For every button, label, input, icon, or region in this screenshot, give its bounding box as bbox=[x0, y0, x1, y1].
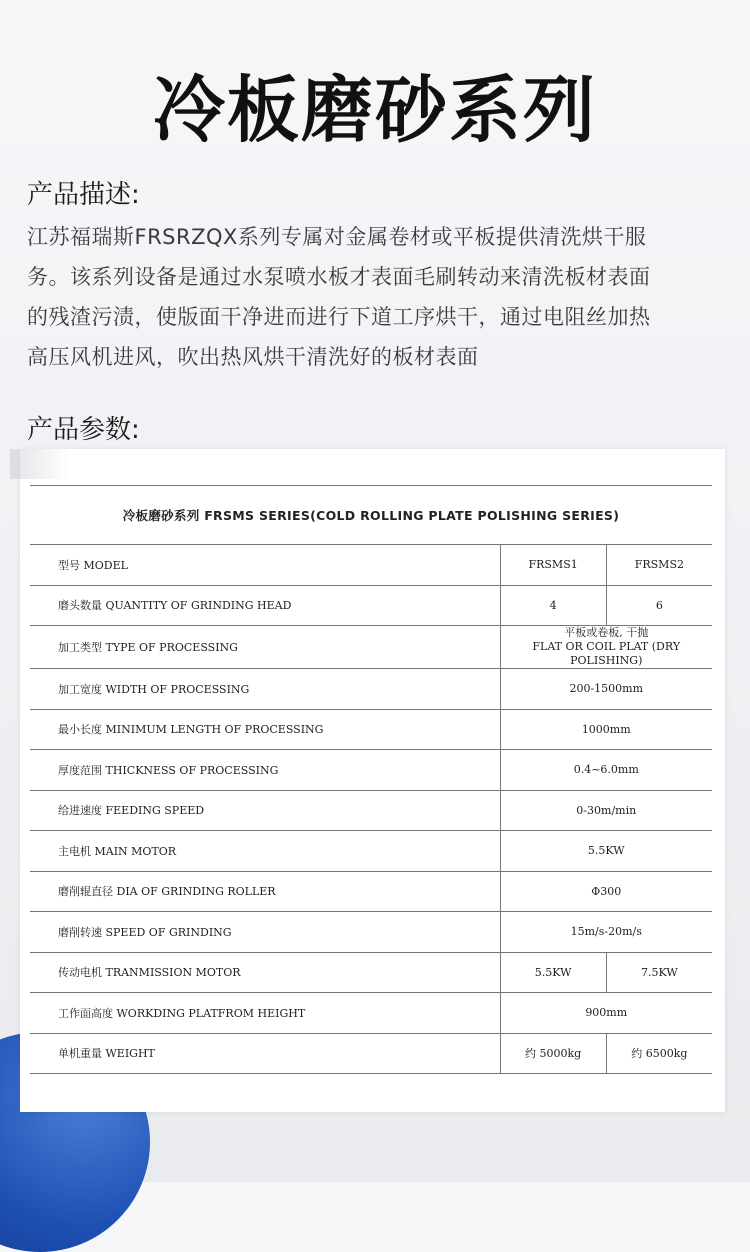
table-title: 冷板磨砂系列 FRSMS SERIES(COLD ROLLING PLATE POLISHING SERIES) bbox=[30, 486, 712, 545]
spec-table bbox=[30, 485, 712, 1074]
row-value: Φ300 bbox=[500, 871, 712, 912]
description-heading: 产品描述: bbox=[27, 180, 140, 210]
row-label: 主电机 MAIN MOTOR bbox=[30, 831, 500, 872]
table-row-heads bbox=[30, 585, 712, 626]
table-row-min-length bbox=[30, 709, 712, 750]
table-row-model bbox=[30, 545, 712, 586]
row-label: 给进速度 FEEDING SPEED bbox=[30, 790, 500, 831]
row-value-frsms1: FRSMS1 bbox=[500, 545, 606, 586]
table-row-width bbox=[30, 669, 712, 710]
table-row-trans-motor bbox=[30, 952, 712, 993]
table-row-main-motor bbox=[30, 831, 712, 872]
row-label: 磨削转速 SPEED OF GRINDING bbox=[30, 912, 500, 953]
row-label: 加工类型 TYPE OF PROCESSING bbox=[30, 626, 500, 669]
table-row-feeding-speed bbox=[30, 790, 712, 831]
row-value-frsms1: 约 5000kg bbox=[500, 1033, 606, 1074]
row-label: 单机重量 WEIGHT bbox=[30, 1033, 500, 1074]
table-row-grinding-speed bbox=[30, 912, 712, 953]
description-line: 江苏福瑞斯FRSRZQX系列专属对金属卷材或平板提供清洗烘干服 bbox=[27, 225, 647, 249]
row-value: 15m/s-20m/s bbox=[500, 912, 712, 953]
row-label: 传动电机 TRANMISSION MOTOR bbox=[30, 952, 500, 993]
row-value: 1000mm bbox=[500, 709, 712, 750]
row-value: 0-30m/min bbox=[500, 790, 712, 831]
page-title: 冷板磨砂系列 bbox=[152, 68, 597, 152]
row-label: 加工宽度 WIDTH OF PROCESSING bbox=[30, 669, 500, 710]
panel-shadow bbox=[10, 449, 70, 479]
row-value: 0.4~6.0mm bbox=[500, 750, 712, 791]
params-heading: 产品参数: bbox=[27, 415, 140, 445]
table-row-processing-type bbox=[30, 626, 712, 669]
table-title-row bbox=[30, 486, 712, 545]
row-value-frsms2: 6 bbox=[606, 585, 712, 626]
row-value: 5.5KW bbox=[500, 831, 712, 872]
description-line: 的残渣污渍，使版面干净进而进行下道工序烘干，通过电阻丝加热 bbox=[27, 305, 651, 329]
row-label: 工作面高度 WORKDING PLATFROM HEIGHT bbox=[30, 993, 500, 1034]
row-value-frsms1: 5.5KW bbox=[500, 952, 606, 993]
row-label: 最小长度 MINIMUM LENGTH OF PROCESSING bbox=[30, 709, 500, 750]
row-value-frsms1: 4 bbox=[500, 585, 606, 626]
table-row-platform-height bbox=[30, 993, 712, 1034]
row-value: 200-1500mm bbox=[500, 669, 712, 710]
row-value bbox=[500, 626, 712, 669]
description-line: 高压风机进风，吹出热风烘干清洗好的板材表面 bbox=[27, 345, 479, 369]
table-row-roller-dia bbox=[30, 871, 712, 912]
row-label: 型号 MODEL bbox=[30, 545, 500, 586]
table-row-weight bbox=[30, 1033, 712, 1074]
spec-panel bbox=[20, 449, 725, 1112]
table-row-thickness bbox=[30, 750, 712, 791]
row-value-frsms2: 约 6500kg bbox=[606, 1033, 712, 1074]
row-value-frsms2: FRSMS2 bbox=[606, 545, 712, 586]
description-text bbox=[27, 217, 717, 377]
row-label: 磨削辊直径 DIA OF GRINDING ROLLER bbox=[30, 871, 500, 912]
value-line-cn: 平板或卷板, 干抛 bbox=[564, 626, 649, 639]
row-value: 900mm bbox=[500, 993, 712, 1034]
row-label: 磨头数量 QUANTITY OF GRINDING HEAD bbox=[30, 585, 500, 626]
row-label: 厚度范围 THICKNESS OF PROCESSING bbox=[30, 750, 500, 791]
row-value-frsms2: 7.5KW bbox=[606, 952, 712, 993]
value-line-en: FLAT OR COIL PLAT (DRY POLISHING) bbox=[532, 640, 681, 667]
description-line: 务。该系列设备是通过水泵喷水板才表面毛刷转动来清洗板材表面 bbox=[27, 265, 651, 289]
